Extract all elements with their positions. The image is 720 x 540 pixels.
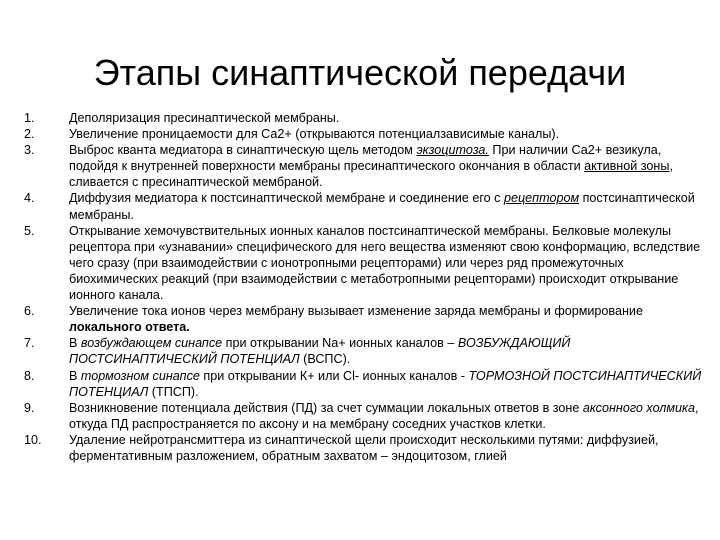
term-ipsp: ТОРМОЗНОЙ ПОСТСИНАПТИЧЕСКИЙ ПОТЕНЦИАЛ [69, 368, 702, 399]
item-number: 3. [24, 143, 35, 158]
list-item [24, 400, 704, 432]
item-text: Открывание хемочувствительных ионных каналов постсинаптической мембраны. Белковые молекулы рецептора при «узнавании» специфического для него вещества изменяют свою конформацию, вследствие чего сразу (при взаимодействии с ионотропными рецепторами) или через ряд промежуточных биохимических реакций (при взаимодействии с метаботропными рецепторами) происходит открывание ионного канала. [69, 223, 701, 303]
item-text: (ВСПС). [299, 352, 351, 367]
item-number: 8. [24, 368, 35, 383]
item-text: при открывании К+ или Cl- ионных каналов - [199, 368, 469, 383]
item-text: В [69, 368, 81, 383]
term-axon-hillock: аксонного холмика [582, 400, 695, 415]
list-item [24, 335, 704, 367]
term-epsp: ВОЗБУЖДАЮЩИЙ ПОСТСИНАПТИЧЕСКИЙ ПОТЕНЦИАЛ [69, 336, 571, 367]
item-number: 9. [24, 400, 35, 415]
item-text: В [69, 336, 81, 351]
item-text: постсинаптической мембраны. [69, 191, 695, 222]
item-text: при открывании Na+ ионных каналов – [222, 336, 458, 351]
item-text: Выброс кванта медиатора в синаптическую щель методом [69, 143, 417, 158]
stages-list [24, 110, 704, 464]
item-number: 1. [24, 111, 35, 125]
item-text: Увеличение тока ионов через мембрану вызывает изменение заряда мембраны и формирование [69, 304, 643, 319]
item-text: Удаление нейротрансмиттера из синаптической щели происходит несколькими путями: диффузией, ферментативным разложением, обратным захватом – эндоцитозом, глией [69, 432, 659, 463]
item-text: , откуда ПД распространяется по аксону и на мембрану соседних участков клетки. [69, 400, 699, 431]
item-text: , сливается с пресинаптической мембраной. [69, 159, 673, 190]
item-text: Деполяризация пресинаптической мембраны. [69, 111, 340, 125]
term-receptor: рецептором [503, 191, 580, 206]
item-text: При наличии Са2+ везикула, подойдя к внутренней поверхности мембраны пресинаптического окончания в области [69, 143, 662, 174]
slide-title: Этапы синаптической передачи [93, 52, 627, 93]
item-number: 2. [24, 127, 35, 142]
list-item [24, 303, 704, 335]
term-local-response: локального ответа. [69, 320, 190, 335]
list-item [24, 223, 704, 303]
item-number: 6. [24, 304, 35, 319]
item-number: 7. [24, 336, 35, 351]
item-number: 5. [24, 223, 35, 238]
list-item [24, 110, 704, 126]
list-item [24, 368, 704, 400]
item-number: 10. [24, 432, 42, 447]
list-item [24, 126, 704, 142]
list-item [24, 190, 704, 222]
list-item [24, 432, 704, 464]
list-item [24, 142, 704, 190]
item-text: (ТПСП). [148, 384, 199, 399]
term-exocytosis: экзоцитоза. [416, 143, 489, 158]
term-active-zone: активной зоны [584, 159, 670, 174]
item-number: 4. [24, 191, 35, 206]
item-text: Увеличение проницаемости для Са2+ (открываются потенциалзависимые каналы). [69, 127, 560, 142]
term-excitatory-synapse: возбуждающем синапсе [80, 336, 223, 351]
item-text: Диффузия медиатора к постсинаптической мембране и соединение его с [69, 191, 504, 206]
term-inhibitory-synapse: тормозном синапсе [80, 368, 200, 383]
item-text: Возникновение потенциала действия (ПД) за счет суммации локальных ответов в зоне [69, 400, 583, 415]
